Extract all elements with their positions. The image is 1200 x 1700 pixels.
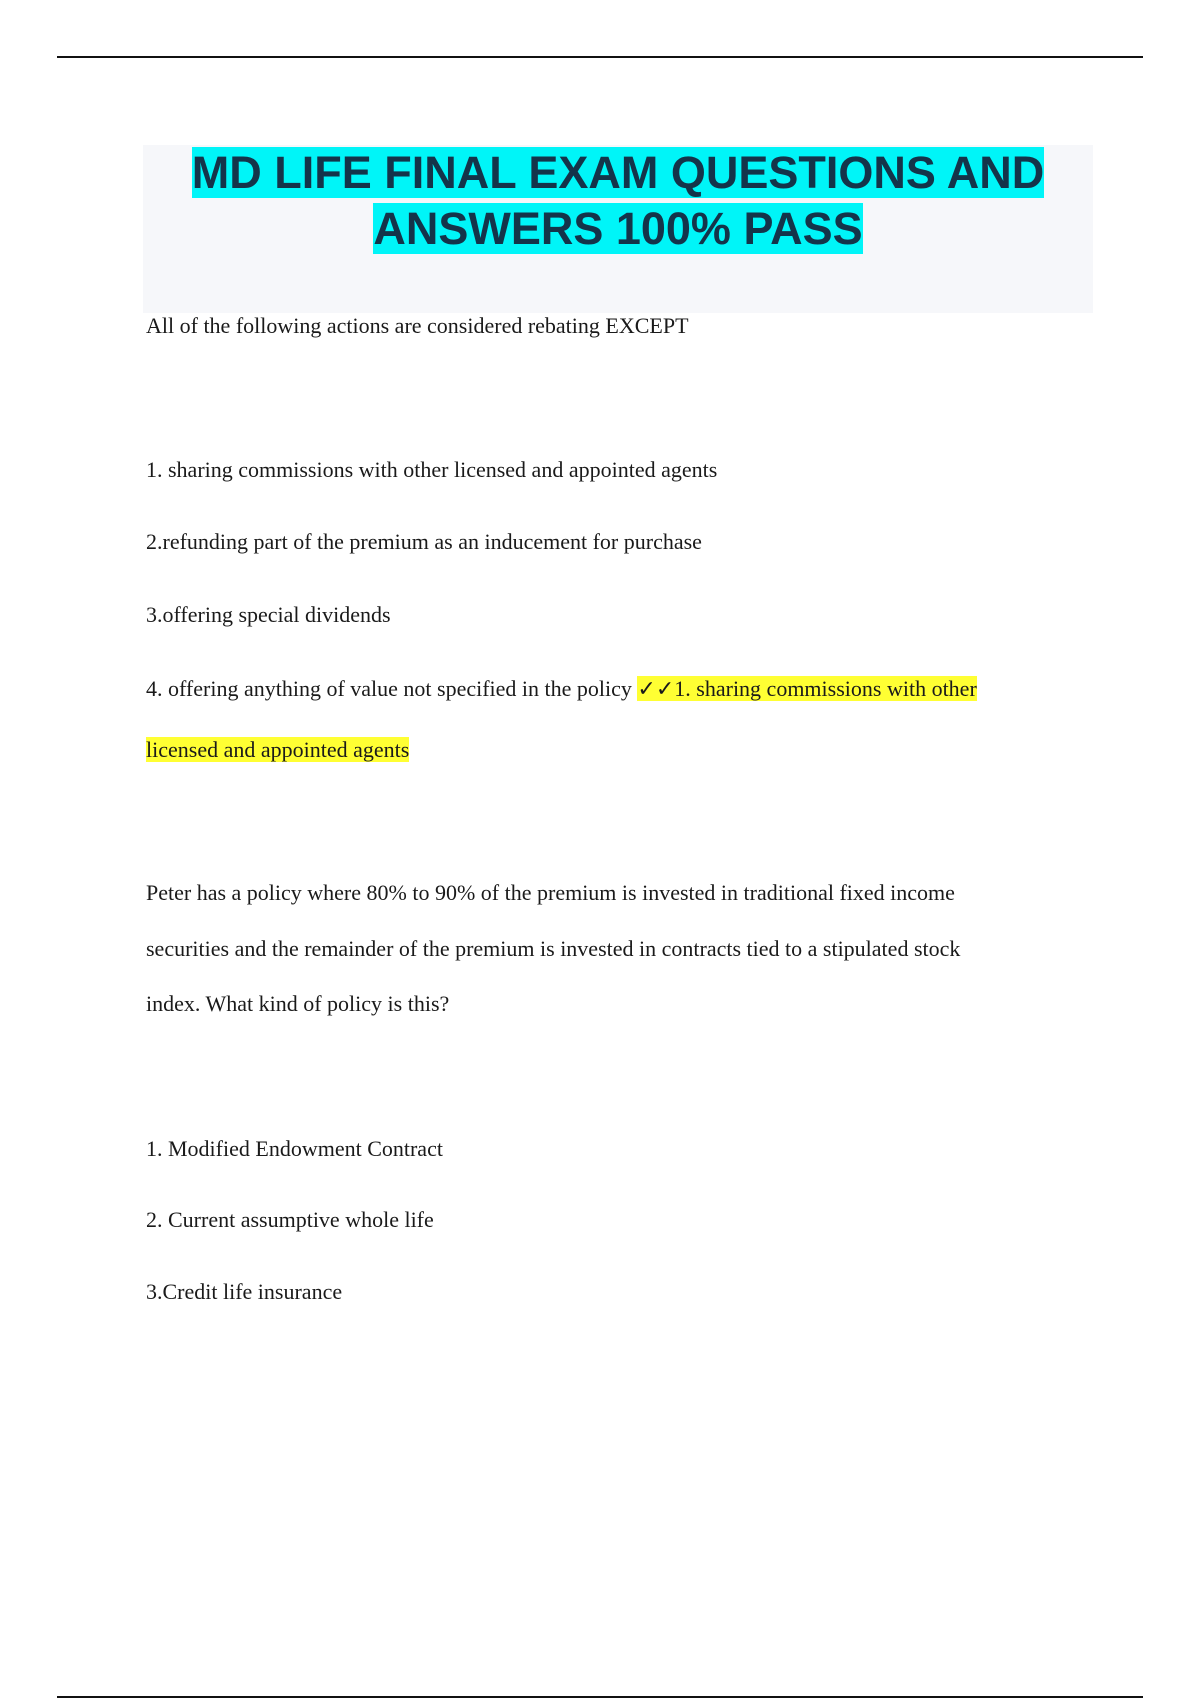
- question-2-prompt-line-3: index. What kind of policy is this?: [146, 991, 450, 1016]
- question-2-option-2: 2. Current assumptive whole life: [146, 1207, 434, 1232]
- question-1-option-4: 4. offering anything of value not specified in the policy: [146, 676, 632, 701]
- bottom-rule: [57, 1696, 1143, 1698]
- question-2-prompt-line-1: Peter has a policy where 80% to 90% of the premium is invested in traditional fixed income: [146, 880, 955, 905]
- question-2-option-1: 1. Modified Endowment Contract: [146, 1136, 443, 1161]
- title-line-1: MD LIFE FINAL EXAM QUESTIONS AND: [191, 147, 1045, 198]
- question-1-option-1: 1. sharing commissions with other licensed and appointed agents: [146, 457, 718, 482]
- question-1-option-2: 2.refunding part of the premium as an inducement for purchase: [146, 529, 702, 554]
- question-1-answer-part-1: ✓✓1. sharing commissions with other: [637, 676, 977, 701]
- question-1-answer-line: [146, 735, 409, 765]
- question-1-answer-part-2: licensed and appointed agents: [146, 737, 410, 762]
- question-1-option-3: 3.offering special dividends: [146, 602, 391, 627]
- question-1-prompt: All of the following actions are considered rebating EXCEPT: [146, 313, 689, 338]
- question-2-prompt-line-2: securities and the remainder of the premium is invested in contracts tied to a stipulated stock: [146, 936, 961, 961]
- question-2-option-3: 3.Credit life insurance: [146, 1279, 343, 1304]
- question-1-option-4-line: [146, 674, 977, 704]
- title-line-2: ANSWERS 100% PASS: [373, 203, 863, 254]
- top-rule: [57, 56, 1143, 58]
- document-title: [143, 145, 1093, 257]
